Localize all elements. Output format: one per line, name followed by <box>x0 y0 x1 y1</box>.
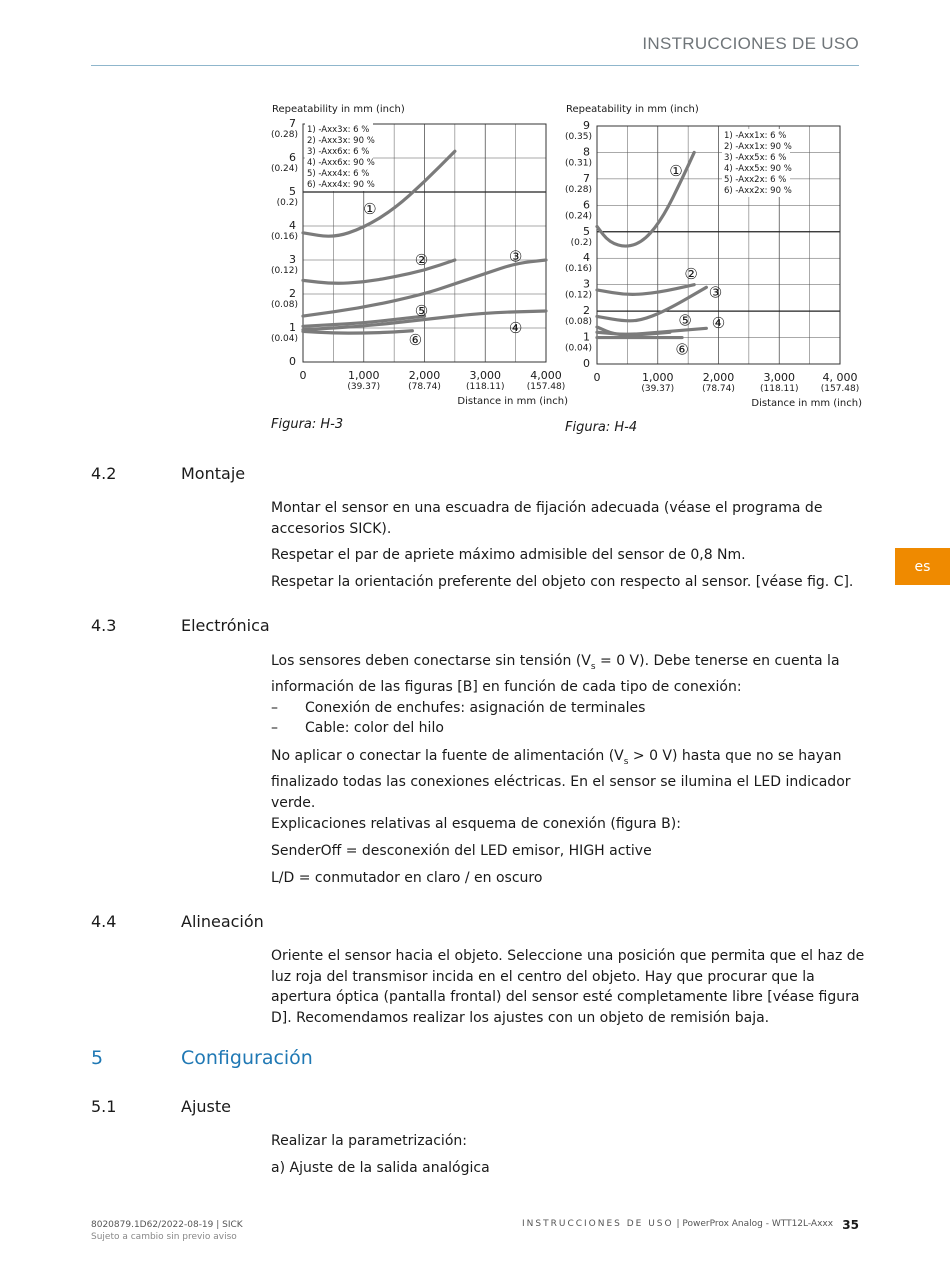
electronica-paragraph-4: SenderOff = desconexión del LED emisor, HIGH active <box>271 843 652 859</box>
y-tick-label: 8 <box>583 145 590 159</box>
electronica-paragraph-2: No aplicar o conectar la fuente de alimentación ($V_s > 0$ V) hasta que no se hayan finalizado todas las conexiones eléctricas. En el sensor se ilumina el LED indicador verde. <box>271 748 851 811</box>
section-title-montaje: Montaje <box>181 464 246 483</box>
montaje-paragraph-1: Montar el sensor en una escuadra de fijación adecuada (véase el programa de accesorios SICK). <box>271 500 823 537</box>
y-tick-label: 7 <box>583 171 590 185</box>
montaje-paragraph-3: Respetar la orientación preferente del objeto con respecto al sensor. [véase fig. C]. <box>271 574 854 590</box>
montaje-paragraph-2: Respetar el par de apriete máximo admisible del sensor de 0,8 Nm. <box>271 547 746 563</box>
legend-entry: 1) -Axx1x: 6 % <box>724 131 787 141</box>
x-tick-label: 4,000 <box>530 369 562 382</box>
y-tick-label-inch: (0.31) <box>564 158 592 169</box>
header-divider <box>91 65 859 66</box>
x-tick-label-inch: (118.11) <box>465 382 505 392</box>
series-line-2 <box>303 260 455 283</box>
legend-entry: 6) -Axx4x: 90 % <box>307 180 375 190</box>
bullet-dash-1: – <box>271 700 278 716</box>
section-number-4-4: 4.4 <box>91 912 117 931</box>
legend-entry: 1) -Axx3x: 6 % <box>307 125 370 135</box>
bullet-enchufes: Conexión de enchufes: asignación de terminales <box>305 700 646 716</box>
ajuste-paragraph-2: a) Ajuste de la salida analógica <box>271 1160 490 1176</box>
y-tick-label-inch: (0.24) <box>270 164 298 174</box>
x-tick-label: 2,000 <box>702 371 735 384</box>
y-tick-label: 3 <box>289 253 296 266</box>
y-tick-label-inch: (0.16) <box>564 264 592 275</box>
x-tick-label: 3,000 <box>763 371 795 384</box>
bullet-cable: Cable: color del hilo <box>305 720 444 736</box>
ajuste-paragraph-1: Realizar la parametrización: <box>271 1133 467 1149</box>
electronica-paragraph-3: Explicaciones relativas al esquema de conexión (figura B): <box>271 816 681 832</box>
footer-doc-number: 8020879.1D62/2022-08-19 | SICK <box>91 1220 243 1230</box>
y-tick-label: 6 <box>583 198 590 212</box>
figure-h3 <box>262 98 572 418</box>
series-marker-4: ④ <box>711 314 726 333</box>
x-axis-label: Distance in mm (inch) <box>457 396 568 407</box>
x-tick-label-inch: (78.74) <box>408 382 441 392</box>
series-marker-2: ② <box>414 251 429 269</box>
legend-entry: 3) -Axx6x: 6 % <box>307 147 370 157</box>
x-tick-label: 3,000 <box>469 369 501 382</box>
y-tick-label: 4 <box>289 219 296 232</box>
chapter-number-5: 5 <box>91 1047 104 1069</box>
bullet-dash-2: – <box>271 720 278 736</box>
y-tick-label: 9 <box>583 119 590 132</box>
electronica-paragraph-1: Los sensores deben conectarse sin tensión ($V_s = 0$ V). Debe tenerse en cuenta la información de las figuras [B] en función de cada tipo de conexión: <box>271 653 840 696</box>
y-tick-label-inch: (0.28) <box>564 184 592 195</box>
series-line-6 <box>303 331 412 333</box>
section-number-4-2: 4.2 <box>91 464 117 483</box>
y-tick-label: 0 <box>289 355 296 368</box>
x-tick-label: 0 <box>593 371 601 384</box>
y-tick-label: 3 <box>583 277 590 291</box>
x-tick-label: 0 <box>299 369 307 382</box>
x-tick-label-inch: (39.37) <box>641 384 675 394</box>
figure-caption-h3: Figura: H-3 <box>271 417 344 432</box>
series-marker-2: ② <box>684 265 698 284</box>
legend-entry: 4) -Axx5x: 90 % <box>724 164 792 174</box>
y-tick-label-inch: (0.2) <box>276 198 298 208</box>
figure-h4 <box>556 98 866 418</box>
language-tab[interactable]: es <box>895 548 950 585</box>
y-tick-label-inch: (0.2) <box>570 237 592 248</box>
x-tick-label: 1,000 <box>642 371 674 384</box>
series-marker-3: ③ <box>708 283 723 302</box>
x-tick-label-inch: (39.37) <box>347 382 381 392</box>
y-tick-label-inch: (0.12) <box>270 266 298 276</box>
series-marker-6: ⑥ <box>675 340 689 359</box>
legend-entry: 2) -Axx3x: 90 % <box>307 136 375 146</box>
y-tick-label: 7 <box>289 117 296 130</box>
y-tick-label-inch: (0.16) <box>270 232 298 242</box>
x-tick-label-inch: (157.48) <box>820 384 860 394</box>
series-marker-3: ③ <box>508 247 523 266</box>
y-tick-label-inch: (0.08) <box>270 300 298 310</box>
legend-entry: 2) -Axx1x: 90 % <box>724 142 792 152</box>
legend-entry: 4) -Axx6x: 90 % <box>307 158 375 168</box>
chart-h4 <box>556 98 866 418</box>
x-tick-label: 1,000 <box>348 369 380 382</box>
y-tick-label-inch: (0.04) <box>564 343 592 354</box>
y-tick-label-inch: (0.08) <box>564 317 592 328</box>
y-tick-label: 0 <box>583 357 590 370</box>
figure-caption-h4: Figura: H-4 <box>565 420 638 435</box>
y-tick-label: 2 <box>289 287 296 300</box>
y-tick-label-inch: (0.28) <box>270 130 298 140</box>
series-marker-4: ④ <box>508 319 523 337</box>
footer-product: INSTRUCCIONES DE USO | PowerProx Analog - WTT12L-Axxx <box>522 1219 834 1229</box>
series-marker-5: ⑤ <box>678 311 692 330</box>
section-title-alineacion: Alineación <box>181 912 264 931</box>
y-tick-label-inch: (0.35) <box>564 132 592 142</box>
y-tick-label-inch: (0.24) <box>564 211 592 222</box>
y-axis-label: Repeatability in mm (inch) <box>566 104 699 115</box>
y-tick-label: 2 <box>583 304 590 318</box>
series-marker-1: ① <box>363 200 377 218</box>
x-tick-label-inch: (78.74) <box>702 384 735 394</box>
section-number-5-1: 5.1 <box>91 1097 117 1116</box>
legend-entry: 6) -Axx2x: 90 % <box>724 186 792 196</box>
alineacion-paragraph: Oriente el sensor hacia el objeto. Seleccione una posición que permita que el haz de luz roja del transmisor incida en el centro del objeto. Hay que procurar que la apertura óptica (pantalla frontal) del sensor esté completamente libre [véase figura D]. Recomendamos realizar los ajustes con un objeto de remisión baja. <box>271 948 865 1026</box>
footer-disclaimer: Sujeto a cambio sin previo aviso <box>91 1232 237 1242</box>
y-tick-label: 4 <box>583 251 590 265</box>
section-title-ajuste: Ajuste <box>181 1097 231 1116</box>
y-axis-label: Repeatability in mm (inch) <box>272 104 405 115</box>
x-tick-label-inch: (118.11) <box>759 384 799 394</box>
footer-doc-info <box>91 1219 243 1243</box>
y-tick-label-inch: (0.12) <box>564 290 592 301</box>
y-tick-label: 1 <box>583 330 590 344</box>
section-number-4-3: 4.3 <box>91 616 117 635</box>
chart-h3 <box>262 98 572 418</box>
section-title-electronica: Electrónica <box>181 616 270 635</box>
x-tick-label-inch: (157.48) <box>526 382 566 392</box>
legend-entry: 5) -Axx2x: 6 % <box>724 175 787 185</box>
y-tick-label: 1 <box>289 321 296 334</box>
x-tick-label: 2,000 <box>408 369 441 382</box>
y-tick-label-inch: (0.04) <box>270 334 298 344</box>
y-tick-label: 5 <box>289 185 296 198</box>
chapter-title-configuracion: Configuración <box>181 1047 313 1069</box>
header-title: INSTRUCCIONES DE USO <box>642 34 859 53</box>
series-marker-6: ⑥ <box>408 330 423 349</box>
legend-entry: 3) -Axx5x: 6 % <box>724 153 787 163</box>
series-marker-1: ① <box>669 161 683 180</box>
series-line-2 <box>597 285 694 295</box>
page-number: 35 <box>842 1218 859 1232</box>
electronica-paragraph-5: L/D = conmutador en claro / en oscuro <box>271 870 543 886</box>
y-tick-label: 6 <box>289 151 296 164</box>
x-tick-label: 4, 000 <box>822 371 858 384</box>
series-marker-5: ⑤ <box>414 302 429 320</box>
y-tick-label: 5 <box>583 224 590 238</box>
legend-entry: 5) -Axx4x: 6 % <box>307 169 370 179</box>
x-axis-label: Distance in mm (inch) <box>751 398 862 409</box>
